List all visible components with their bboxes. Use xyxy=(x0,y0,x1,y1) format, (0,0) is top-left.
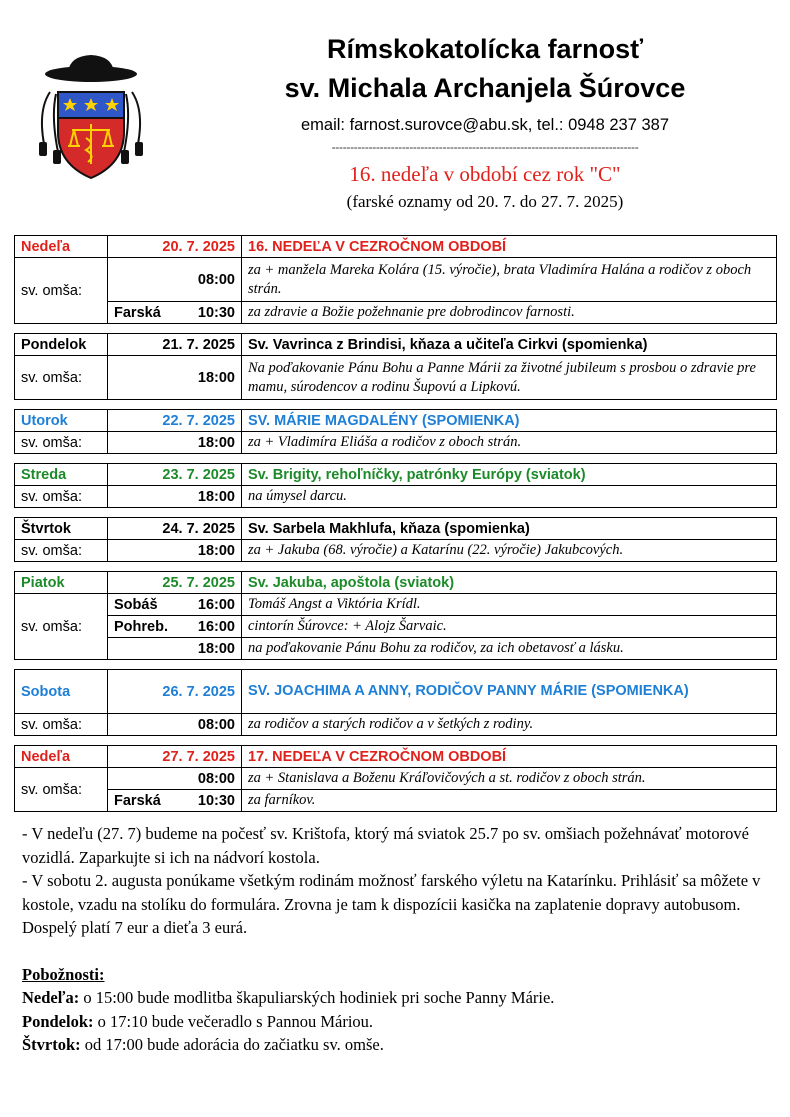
mass-label: sv. omša: xyxy=(15,486,108,508)
header xyxy=(230,30,740,214)
mass-time: 18:00 xyxy=(108,638,242,660)
day-table xyxy=(14,409,777,454)
mass-place-time xyxy=(108,594,242,616)
mass-place: Sobáš xyxy=(114,596,158,613)
mass-place: Farská xyxy=(114,792,161,809)
mass-intention: za + Jakuba (68. výročie) a Katarínu (22. výročie) Jakubcových. xyxy=(242,540,777,562)
day-date: 23. 7. 2025 xyxy=(108,464,242,486)
day-header-row xyxy=(15,572,777,594)
devotion-text: od 17:00 bude adorácia do začiatku sv. omše. xyxy=(80,1035,384,1054)
day-name: Nedeľa xyxy=(15,236,108,258)
day-date: 25. 7. 2025 xyxy=(108,572,242,594)
announcement-item: - V sobotu 2. augusta ponúkame všetkým rodinám možnosť farského výletu na Katarínku. Prihlásiť sa môžete v kostole, vzadu na stolíku do formulára. Zrovna je tam k dispozícii kasička na zaplatenie dopravy autobusom. Dospelý platí 7 eur a dieťa 3 eurá. xyxy=(22,871,761,937)
day-name: Štvrtok xyxy=(15,518,108,540)
mass-intention: za rodičov a starých rodičov a v šetkých z rodiny. xyxy=(242,714,777,736)
devotion-item xyxy=(22,1033,782,1057)
day-header-row xyxy=(15,464,777,486)
day-table xyxy=(14,669,777,736)
mass-time: 18:00 xyxy=(108,432,242,454)
mass-place: Farská xyxy=(114,304,161,321)
sunday-title: 16. nedeľa v období cez rok "C" xyxy=(349,162,621,186)
parish-title: Rímskokatolícka farnosť xyxy=(326,34,644,64)
mass-label: sv. omša: xyxy=(15,432,108,454)
mass-row xyxy=(15,302,777,324)
header-divider: ----------------------------------------------------------------------------------- xyxy=(331,140,639,154)
day-date: 20. 7. 2025 xyxy=(108,236,242,258)
day-feast: Sv. Vavrinca z Brindisi, kňaza a učiteľa Cirkvi (spomienka) xyxy=(242,334,777,356)
mass-intention: za + manžela Mareka Kolára (15. výročie), brata Vladimíra Halána a rodičov z oboch strán. xyxy=(242,258,777,302)
mass-time: 18:00 xyxy=(108,540,242,562)
day-name: Nedeľa xyxy=(15,746,108,768)
weekly-schedule xyxy=(14,235,777,821)
mass-row xyxy=(15,540,777,562)
day-date: 24. 7. 2025 xyxy=(108,518,242,540)
day-feast: SV. JOACHIMA A ANNY, RODIČOV PANNY MÁRIE (SPOMIENKA) xyxy=(242,670,777,714)
mass-intention: Tomáš Angst a Viktória Krídl. xyxy=(242,594,777,616)
mass-place-time xyxy=(108,616,242,638)
contact-info: email: farnost.surovce@abu.sk, tel.: 0948 237 387 xyxy=(300,116,670,134)
mass-row xyxy=(15,486,777,508)
announcement-item: - V nedeľu (27. 7) budeme na počesť sv. Krištofa, ktorý má sviatok 25.7 po sv. omšiach požehnávať motorové vozidlá. Zaparkujte si ich na nádvorí kostola. xyxy=(22,824,749,867)
mass-time: 16:00 xyxy=(197,596,235,613)
mass-label: sv. omša: xyxy=(15,540,108,562)
day-table xyxy=(14,235,777,324)
mass-row xyxy=(15,616,777,638)
devotion-day: Štvrtok: xyxy=(22,1035,81,1054)
mass-time: 10:30 xyxy=(197,304,235,321)
day-header-row xyxy=(15,334,777,356)
mass-intention: na poďakovanie Pánu Bohu za rodičov, za ich obetavosť a lásku. xyxy=(242,638,777,660)
day-header-row xyxy=(15,236,777,258)
day-feast: Sv. Brigity, rehoľníčky, patrónky Európy (sviatok) xyxy=(242,464,777,486)
devotion-text: o 15:00 bude modlitba škapuliarských hodiniek pri soche Panny Márie. xyxy=(79,988,555,1007)
day-date: 22. 7. 2025 xyxy=(108,410,242,432)
mass-time: 18:00 xyxy=(108,356,242,400)
announcement-period: (farské oznamy od 20. 7. do 27. 7. 2025) xyxy=(346,192,624,211)
mass-row xyxy=(15,594,777,616)
mass-row xyxy=(15,714,777,736)
mass-intention: Na poďakovanie Pánu Bohu a Panne Márii za životné jubileum s prosbou o zdravie pre mamu, súrodencov a rodinu Šupovú a Lipkovú. xyxy=(242,356,777,400)
devotion-item xyxy=(22,1010,782,1034)
mass-time: 16:00 xyxy=(197,618,235,635)
day-table xyxy=(14,463,777,508)
mass-label: sv. omša: xyxy=(15,768,108,812)
day-feast: SV. MÁRIE MAGDALÉNY (SPOMIENKA) xyxy=(242,410,777,432)
day-header-row xyxy=(15,410,777,432)
day-date: 26. 7. 2025 xyxy=(108,670,242,714)
mass-intention: na úmysel darcu. xyxy=(242,486,777,508)
mass-label: sv. omša: xyxy=(15,258,108,324)
mass-row xyxy=(15,768,777,790)
mass-label: sv. omša: xyxy=(15,594,108,660)
mass-row xyxy=(15,356,777,400)
mass-place: Pohreb. xyxy=(114,618,168,635)
day-feast: 16. NEDEĽA V CEZROČNOM OBDOBÍ xyxy=(242,236,777,258)
day-name: Sobota xyxy=(15,670,108,714)
mass-row xyxy=(15,258,777,302)
devotion-item xyxy=(22,986,782,1010)
day-name: Pondelok xyxy=(15,334,108,356)
mass-label: sv. omša: xyxy=(15,356,108,400)
day-table xyxy=(14,517,777,562)
day-header-row xyxy=(15,518,777,540)
devotion-day: Pondelok: xyxy=(22,1011,94,1031)
day-header-row xyxy=(15,670,777,714)
day-feast: 17. NEDEĽA V CEZROČNOM OBDOBÍ xyxy=(242,746,777,768)
devotions-heading: Pobožnosti: xyxy=(22,964,105,984)
mass-intention: za + Stanislava a Boženu Kráľovičových a st. rodičov z oboch strán. xyxy=(242,768,777,790)
announcements xyxy=(22,822,782,1057)
mass-intention: za + Vladimíra Eliáša a rodičov z oboch strán. xyxy=(242,432,777,454)
mass-row xyxy=(15,790,777,812)
mass-place-time xyxy=(108,302,242,324)
mass-intention: za farníkov. xyxy=(242,790,777,812)
mass-time: 10:30 xyxy=(197,792,235,809)
day-table xyxy=(14,333,777,400)
day-name: Streda xyxy=(15,464,108,486)
devotion-text: o 17:10 bude večeradlo s Pannou Máriou. xyxy=(93,1011,374,1031)
day-date: 21. 7. 2025 xyxy=(108,334,242,356)
day-name: Piatok xyxy=(15,572,108,594)
day-feast: Sv. Sarbela Makhlufa, kňaza (spomienka) xyxy=(242,518,777,540)
day-table xyxy=(14,745,777,812)
mass-place-time xyxy=(108,790,242,812)
day-feast: Sv. Jakuba, apoštola (sviatok) xyxy=(242,572,777,594)
mass-row xyxy=(15,432,777,454)
mass-intention: cintorín Šúrovce: + Alojz Šarvaic. xyxy=(242,616,777,638)
day-date: 27. 7. 2025 xyxy=(108,746,242,768)
day-table xyxy=(14,571,777,660)
mass-time: 08:00 xyxy=(108,714,242,736)
mass-intention: za zdravie a Božie požehnanie pre dobrodincov farnosti. xyxy=(242,302,777,324)
parish-subtitle: sv. Michala Archanjela Šúrovce xyxy=(284,73,686,103)
day-name: Utorok xyxy=(15,410,108,432)
parish-coat-of-arms-logo xyxy=(28,52,154,184)
mass-row xyxy=(15,638,777,660)
mass-label: sv. omša: xyxy=(15,714,108,736)
mass-time: 18:00 xyxy=(108,486,242,508)
mass-time: 08:00 xyxy=(108,768,242,790)
day-header-row xyxy=(15,746,777,768)
mass-time: 08:00 xyxy=(108,258,242,302)
devotion-day: Nedeľa: xyxy=(22,988,80,1007)
